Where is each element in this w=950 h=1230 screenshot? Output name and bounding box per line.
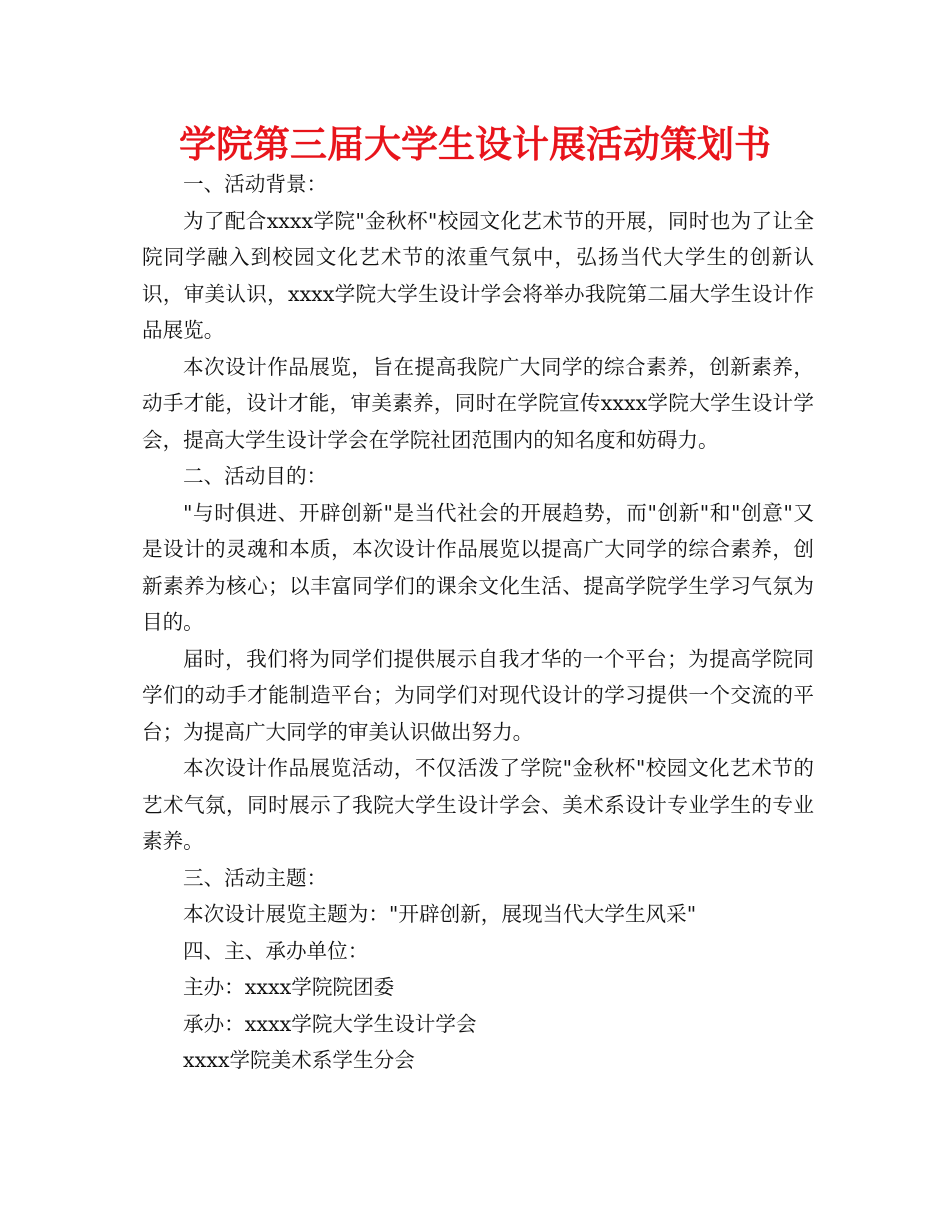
organizer-host: 主办：xxxx学院院团委 <box>183 975 395 999</box>
section-heading-background: 一、活动背景： <box>183 172 328 196</box>
document-title: 学院第三届大学生设计展活动策划书 <box>179 123 771 166</box>
section-heading-purpose: 二、活动目的： <box>183 464 328 488</box>
organizer-co-undertaker: xxxx学院美术系学生分会 <box>183 1048 415 1072</box>
paragraph-purpose-1: "与时俱进、开辟创新"是当代社会的开展趋势，而"创新"和"创意"又是设计的灵魂和本质，本次设计作品展览以提高广大同学的综合素养，创新素养为核心；以丰富同学们的课余文化生活、提高学院学生学习气氛为目的。 <box>142 500 814 634</box>
document-body <box>142 166 814 1079</box>
section-heading-organizers: 四、主、承办单位： <box>183 938 369 963</box>
paragraph-purpose-3: 本次设计作品展览活动，不仅活泼了学院"金秋杯"校园文化艺术节的艺术气氛，同时展示了我院大学生设计学会、美术系设计专业学生的专业素养。 <box>142 756 814 853</box>
theme-statement: 本次设计展览主题为："开辟创新，展现当代大学生风采" <box>183 902 697 926</box>
paragraph-background-2: 本次设计作品展览，旨在提高我院广大同学的综合素养，创新素养，动手才能，设计才能，审美素养，同时在学院宣传xxxx学院大学生设计学会，提高大学生设计学会在学院社团范围内的知名度和妨碍力。 <box>142 354 814 452</box>
paragraph-background-1: 为了配合xxxx学院"金秋杯"校园文化艺术节的开展，同时也为了让全院同学融入到校园文化艺术节的浓重气氛中，弘扬当代大学生的创新认识，审美认识，xxxx学院大学生设计学会将举办我院第二届大学生设计作品展览。 <box>142 208 814 342</box>
section-heading-theme: 三、活动主题： <box>183 865 328 890</box>
organizer-undertaker: 承办：xxxx学院大学生设计学会 <box>183 1011 477 1036</box>
paragraph-purpose-2: 届时，我们将为同学们提供展示自我才华的一个平台；为提高学院同学们的动手才能制造平台；为同学们对现代设计的学习提供一个交流的平台；为提高广大同学的审美认识做出努力。 <box>142 646 814 744</box>
